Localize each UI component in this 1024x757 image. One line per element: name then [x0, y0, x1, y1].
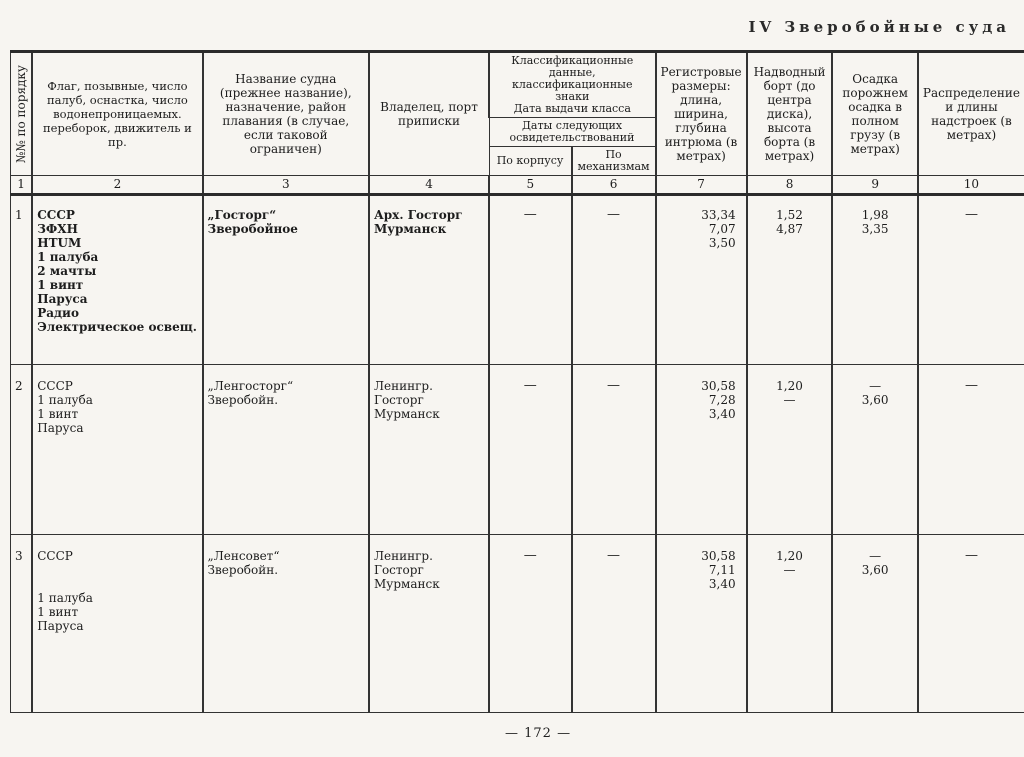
- flag-cell: СССР ЗФХН НТUM 1 палуба 2 мачты 1 винт Паруса Радио Электрическое освещ.: [32, 195, 202, 365]
- table-header: [11, 52, 1024, 195]
- dimensions-cell: 30,58 7,28 3,40: [656, 365, 747, 535]
- dimensions-cell: 33,34 7,07 3,50: [656, 195, 747, 365]
- draft-cell: 1,98 3,35: [832, 195, 917, 365]
- header-col-6: По механизмам: [572, 147, 656, 176]
- superstructure-cell: —: [918, 195, 1024, 365]
- col-number-6: 6: [572, 176, 656, 195]
- draft-cell: — 3,60: [832, 365, 917, 535]
- table-row: [11, 195, 1024, 365]
- mechanism-class-cell: —: [572, 535, 656, 713]
- col-number-5: 5: [489, 176, 572, 195]
- superstructure-cell: —: [918, 365, 1024, 535]
- col-number-10: 10: [918, 176, 1024, 195]
- header-col-8: Надводный борт (до центра диска), высота борта (в метрах): [747, 52, 833, 176]
- draft-cell: — 3,60: [832, 535, 917, 713]
- row-number: 2: [11, 365, 33, 535]
- col-number-9: 9: [832, 176, 917, 195]
- header-col-56-sub: Даты следующих освидетельствований: [489, 118, 656, 147]
- ship-name-cell: „Ленсовет“ Зверобойн.: [203, 535, 369, 713]
- hull-class-cell: —: [489, 535, 572, 713]
- owner-cell: Ленингр. Госторг Мурманск: [369, 535, 489, 713]
- ship-name-cell: „Госторг“ Зверобойное: [203, 195, 369, 365]
- page-number: — 172 —: [505, 726, 572, 741]
- header-col-56-top: Классификационные данные, классификационные знаки Дата выдачи класса: [489, 52, 656, 118]
- header-col-1: №№ по порядку: [11, 52, 33, 176]
- col-number-1: 1: [11, 176, 33, 195]
- mechanism-class-cell: —: [572, 195, 656, 365]
- hull-class-cell: —: [489, 195, 572, 365]
- superstructure-cell: —: [918, 535, 1024, 713]
- dimensions-cell: 30,58 7,11 3,40: [656, 535, 747, 713]
- header-col-2: Флаг, позывные, число палуб, оснастка, число водонепроницаемых. переборок, движитель и пр.: [32, 52, 202, 176]
- owner-cell: Арх. Госторг Мурманск: [369, 195, 489, 365]
- owner-cell: Ленингр. Госторг Мурманск: [369, 365, 489, 535]
- table-row: [11, 365, 1024, 535]
- header-col-3: Название судна (прежнее название), назначение, район плавания (в случае, если таковой ограничен): [203, 52, 369, 176]
- col-number-4: 4: [369, 176, 489, 195]
- ship-register-table: [10, 50, 1024, 713]
- ship-name-cell: „Ленгосторг“ Зверобойн.: [203, 365, 369, 535]
- freeboard-cell: 1,52 4,87: [747, 195, 833, 365]
- header-col-7: Регистровые размеры: длина, ширина, глубина интрюма (в метрах): [656, 52, 747, 176]
- col-number-3: 3: [203, 176, 369, 195]
- col-number-7: 7: [656, 176, 747, 195]
- freeboard-cell: 1,20 —: [747, 535, 833, 713]
- hull-class-cell: —: [489, 365, 572, 535]
- header-col-9: Осадка порожнем осадка в полном грузу (в метрах): [832, 52, 917, 176]
- row-number: 1: [11, 195, 33, 365]
- row-number: 3: [11, 535, 33, 713]
- flag-cell: СССР 1 палуба 1 винт Паруса: [32, 535, 202, 713]
- table-body: [11, 195, 1024, 713]
- header-col-10: Распределение и длины надстроек (в метрах): [918, 52, 1024, 176]
- header-col-4: Владелец, порт приписки: [369, 52, 489, 176]
- table-row: [11, 535, 1024, 713]
- header-col-5: По корпусу: [489, 147, 572, 176]
- col-number-2: 2: [32, 176, 202, 195]
- col-number-8: 8: [747, 176, 833, 195]
- flag-cell: СССР 1 палуба 1 винт Паруса: [32, 365, 202, 535]
- running-head: IV Зверобойные суда: [748, 18, 1010, 36]
- mechanism-class-cell: —: [572, 365, 656, 535]
- freeboard-cell: 1,20 —: [747, 365, 833, 535]
